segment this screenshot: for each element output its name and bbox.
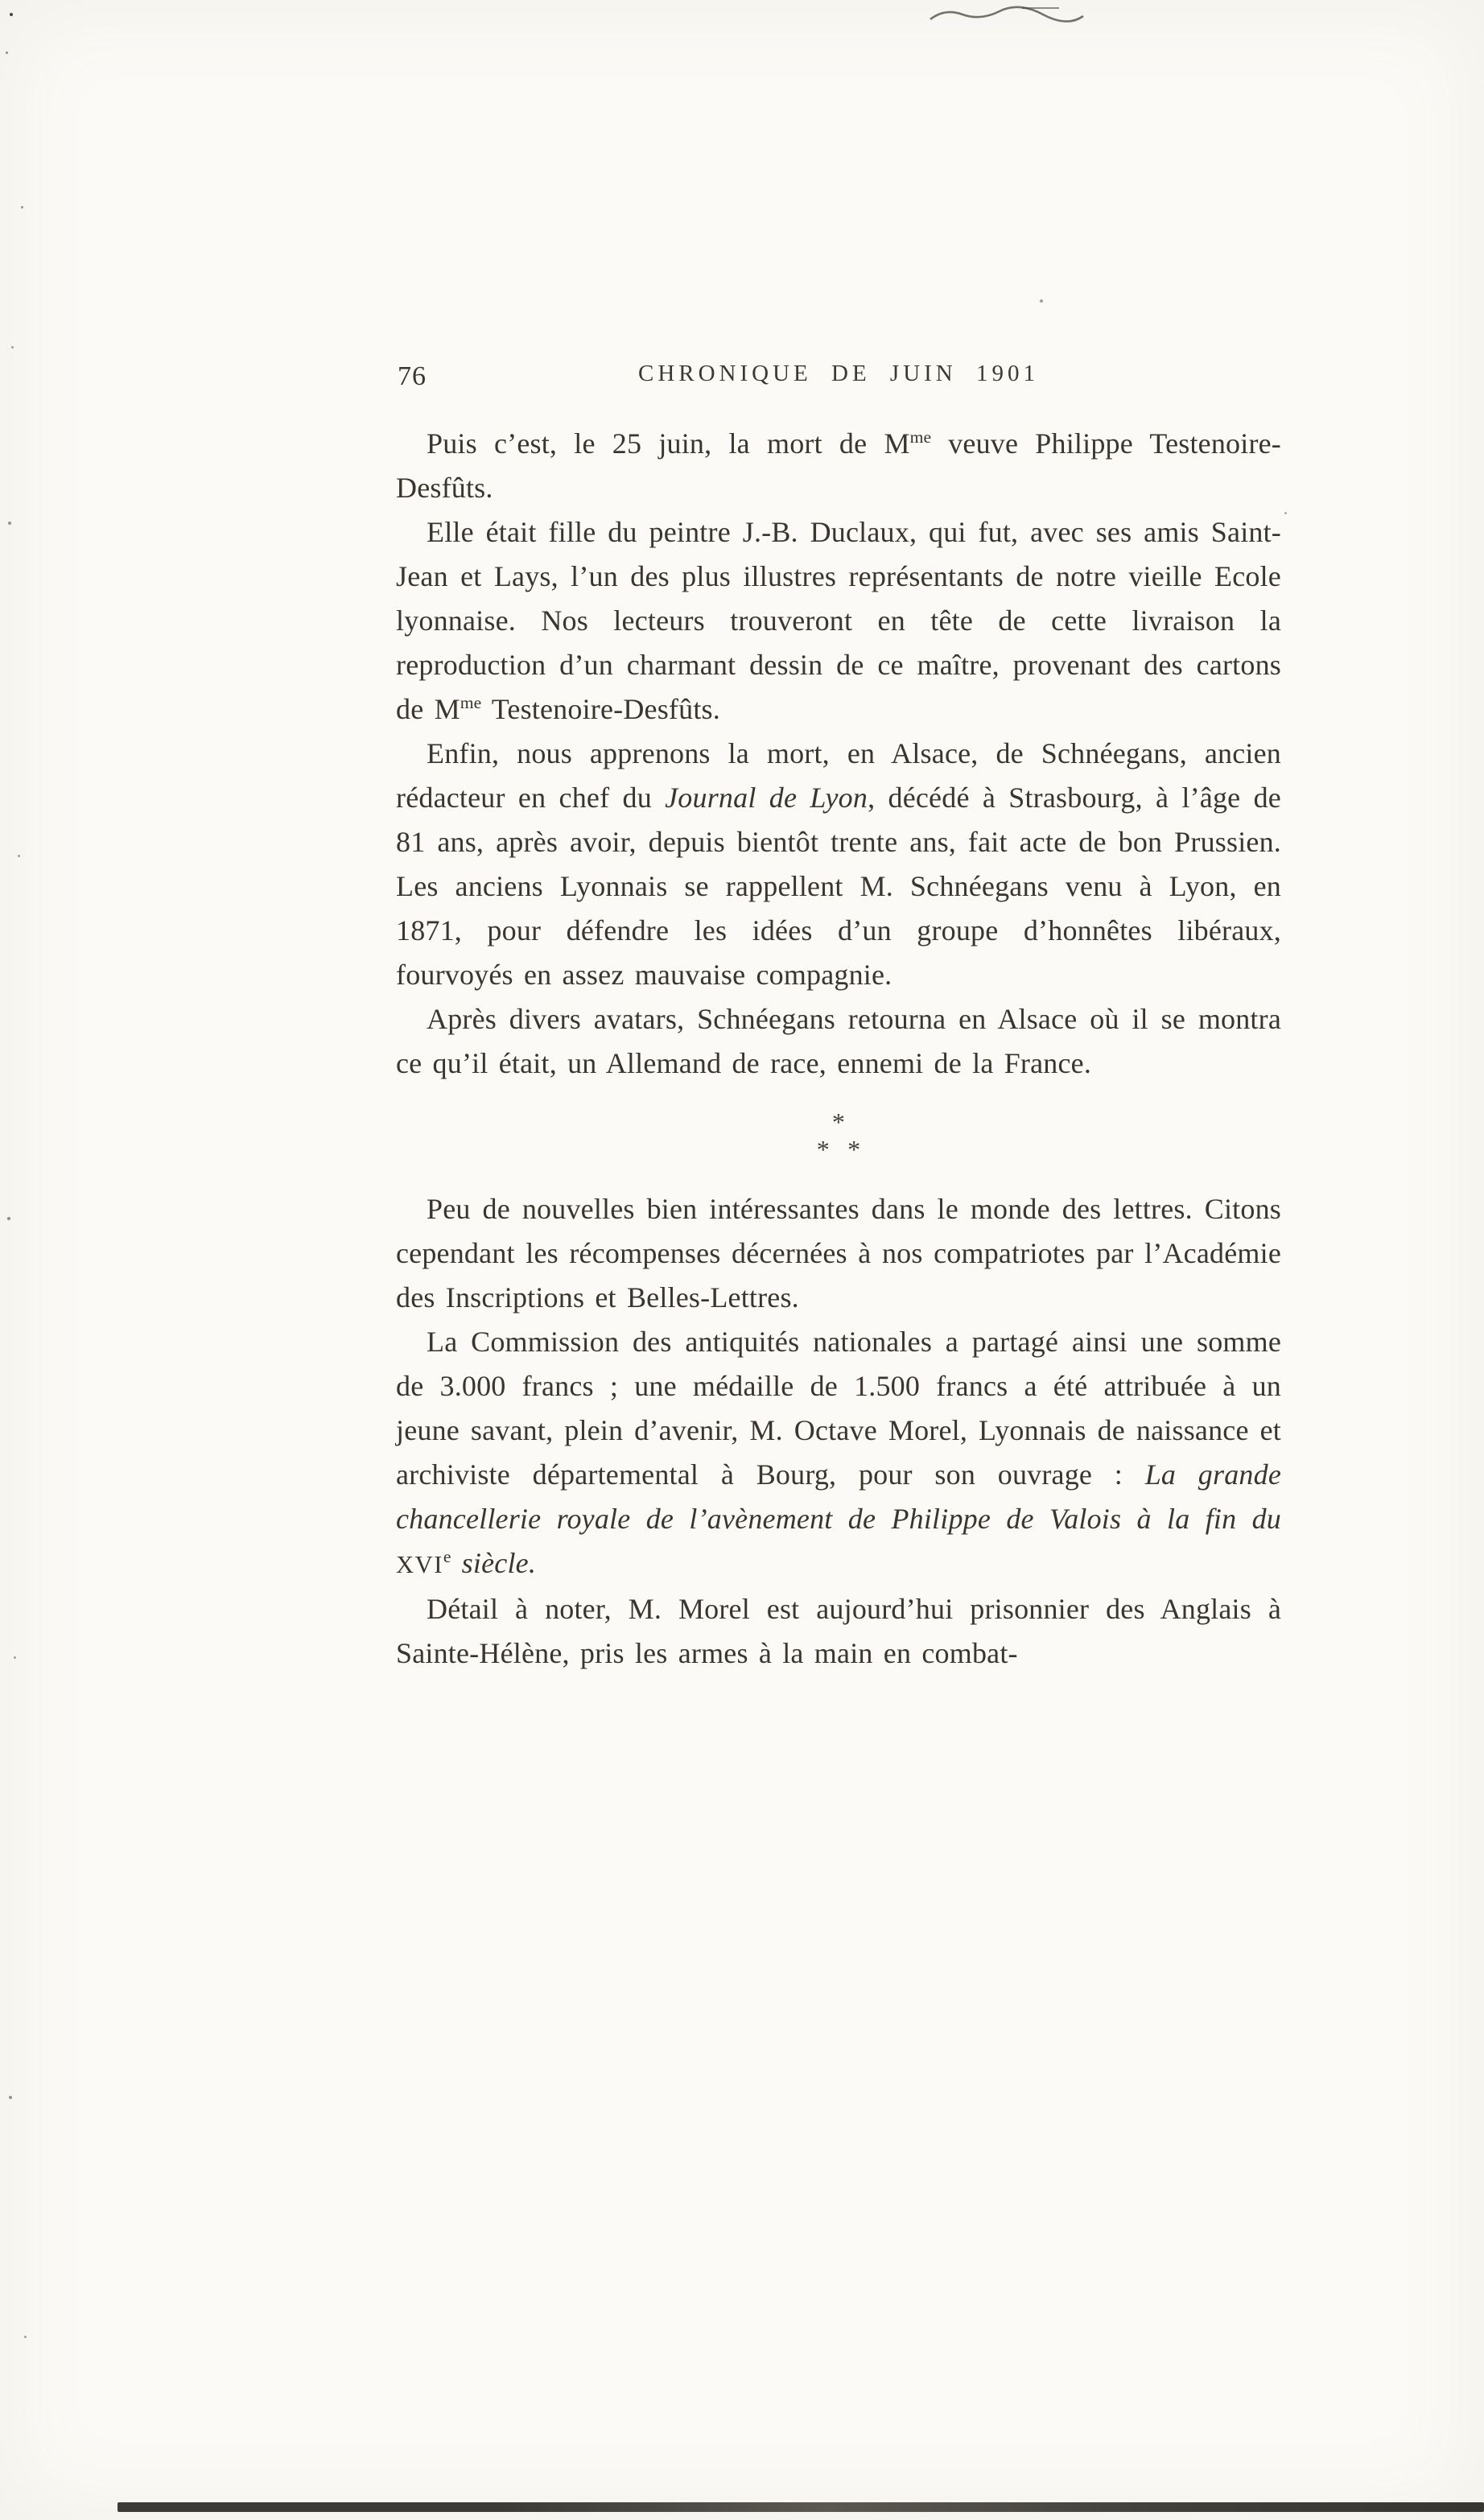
paragraph <box>396 1320 1281 1587</box>
text-run: veuve Philippe Testenoire-Desfûts. <box>396 427 1281 504</box>
paragraph <box>396 1587 1281 1676</box>
text-run: Testenoire-Desfûts. <box>481 693 720 725</box>
text-run: Elle était fille du peintre J.-B. Duclaux, qui fut, avec ses amis Saint-Jean et Lays, l’un des plus illustres représentants de notre vieille Ecole lyonnaise. Nos lecteurs trouveront en tête de cette livraison la reproduction d’un charmant dessin de ce maître, provenant des cartons de M <box>396 516 1281 725</box>
superscript-run: me <box>460 693 482 712</box>
asterisk-bottom: * * <box>816 1135 861 1164</box>
scan-speck <box>7 1217 10 1220</box>
italic-run: La grande chancellerie royale de l’avènement de Philippe de Valois à la fin du <box>396 1458 1281 1535</box>
scan-speck <box>6 52 8 54</box>
page-number: 76 <box>398 361 427 391</box>
scan-speck <box>21 206 23 208</box>
paragraph <box>396 510 1281 732</box>
superscript-run: e <box>443 1547 451 1566</box>
text-run: Peu de nouvelles bien intéressantes dans le monde des lettres. Citons cependant les récompenses décernées à nos compatriotes par l’Académie des Inscriptions et Belles-Lettres. <box>396 1193 1281 1314</box>
scan-speck <box>9 2096 12 2099</box>
text-run: , décédé à Strasbourg, à l’âge de 81 ans, après avoir, depuis bientôt trente ans, fait acte de bon Prussien. Les anciens Lyonnais se rappellent M. Schnéegans venu à Lyon, en 1871, pour défendre les idées d’un groupe d’honnêtes libéraux, fourvoyés en assez mauvaise compagnie. <box>396 782 1281 991</box>
running-title: CHRONIQUE DE JUIN 1901 <box>637 361 1039 386</box>
scan-speck <box>24 2336 27 2338</box>
scan-speck <box>11 346 14 349</box>
asterisk-top: * <box>831 1107 846 1136</box>
text-run: Puis c’est, le 25 juin, la mort de M <box>427 427 910 460</box>
text-run: Après divers avatars, Schnéegans retourna en Alsace où il se montra ce qu’il était, un Allemand de race, ennemi de la France. <box>396 1003 1281 1079</box>
scan-speck <box>14 1656 16 1659</box>
scan-speck <box>18 855 20 857</box>
scan-speck <box>8 522 11 525</box>
page-header <box>396 361 1281 396</box>
paragraph <box>396 422 1281 510</box>
scan-speck <box>1284 512 1287 514</box>
scan-edge <box>117 2502 1484 2512</box>
paragraph <box>396 732 1281 997</box>
italic-run: Journal de Lyon <box>665 782 868 814</box>
italic-run: siècle. <box>451 1547 537 1579</box>
text-run: Enfin, nous apprenons la mort, en Alsace, de Schnéegans, ancien rédacteur en chef du <box>396 737 1281 814</box>
scan-speck <box>10 13 13 16</box>
paragraph <box>396 1187 1281 1320</box>
superscript-run: me <box>909 427 932 447</box>
paragraph <box>396 997 1281 1086</box>
text-run: Détail à noter, M. Morel est aujourd’hui prisonnier des Anglais à Sainte-Hélène, pris les armes à la main en combat- <box>396 1593 1281 1669</box>
text-run: La Commission des antiquités nationales a partagé ainsi une somme de 3.000 francs ; une médaille de 1.500 francs a été attribuée à un jeune savant, plein d’avenir, M. Octave Morel, Lyonnais de naissance et archiviste départemental à Bourg, pour son ouvrage : <box>396 1326 1281 1491</box>
ink-smudge-icon <box>925 0 1119 29</box>
text-block <box>396 422 1281 1676</box>
smallcaps-run: XVI <box>396 1551 443 1578</box>
section-divider <box>396 1108 1281 1163</box>
scan-speck <box>1040 299 1043 303</box>
